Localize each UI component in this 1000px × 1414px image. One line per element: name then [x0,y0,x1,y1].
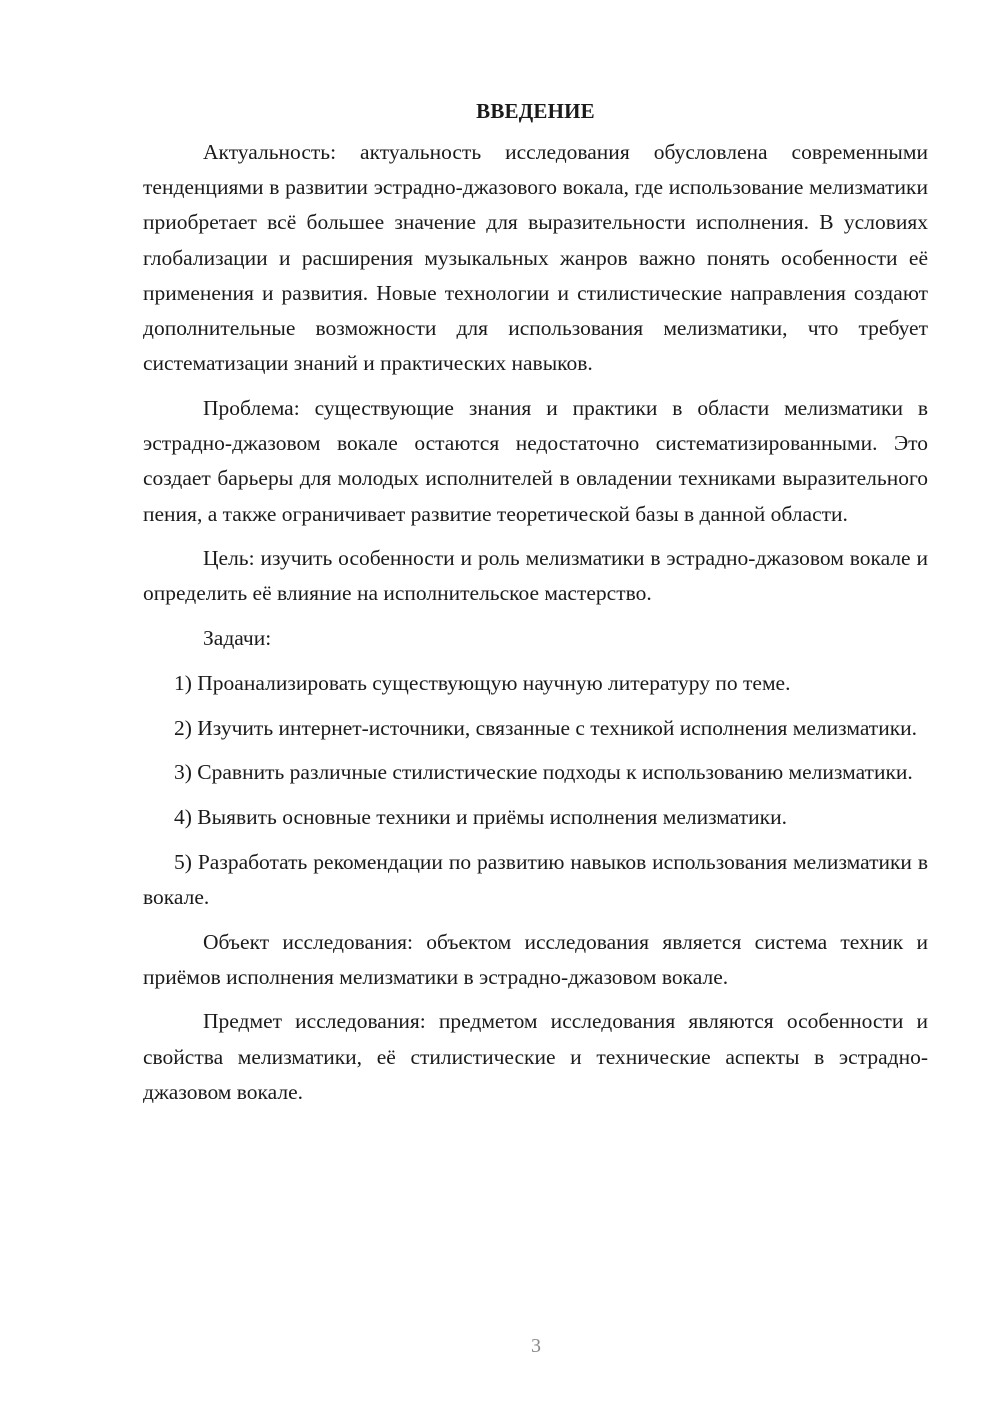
paragraph-tasks-heading: Задачи: [203,626,272,651]
section-heading: ВВЕДЕНИЕ [476,99,595,123]
task-item-4: 4) Выявить основные техники и приёмы исполнения мелизматики. [174,804,787,829]
document-page [143,96,928,1120]
paragraph-object: Объект исследования: объектом исследования является система техник и приёмов исполнения мелизматики в эстрадно-джазовом вокале. [143,929,928,989]
task-item-5: 5) Разработать рекомендации по развитию навыков использования мелизматики в вокале. [143,849,928,909]
paragraph-goal: Цель: изучить особенности и роль мелизматики в эстрадно-джазовом вокале и определить её влияние на исполнительское мастерство. [143,546,928,606]
task-item-1: 1) Проанализировать существующую научную литературу по теме. [174,670,791,695]
paragraph-subject: Предмет исследования: предметом исследования являются особенности и свойства мелизматики, её стилистические и технические аспекты в эстрадно-джазовом вокале. [143,1009,928,1104]
paragraph-problem: Проблема: существующие знания и практики в области мелизматики в эстрадно-джазовом вокале остаются недостаточно систематизированными. Это создает барьеры для молодых исполнителей в овладении техниками выразительного пения, а также ограничивает развитие теоретической базы в данной области. [143,395,928,526]
page-number: 3 [531,1335,541,1357]
task-item-3: 3) Сравнить различные стилистические подходы к использованию мелизматики. [174,760,913,785]
task-item-2: 2) Изучить интернет-источники, связанные с техникой исполнения мелизматики. [174,715,918,740]
paragraph-relevance: Актуальность: актуальность исследования обусловлена современными тенденциями в развитии эстрадно-джазового вокала, где использование мелизматики приобретает всё большее значение для выразительности исполнения. В условиях глобализации и расширения музыкальных жанров важно понять особенности её применения и развития. Новые технологии и стилистические направления создают дополнительные возможности для использования мелизматики, что требует систематизации знаний и практических навыков. [143,140,928,376]
